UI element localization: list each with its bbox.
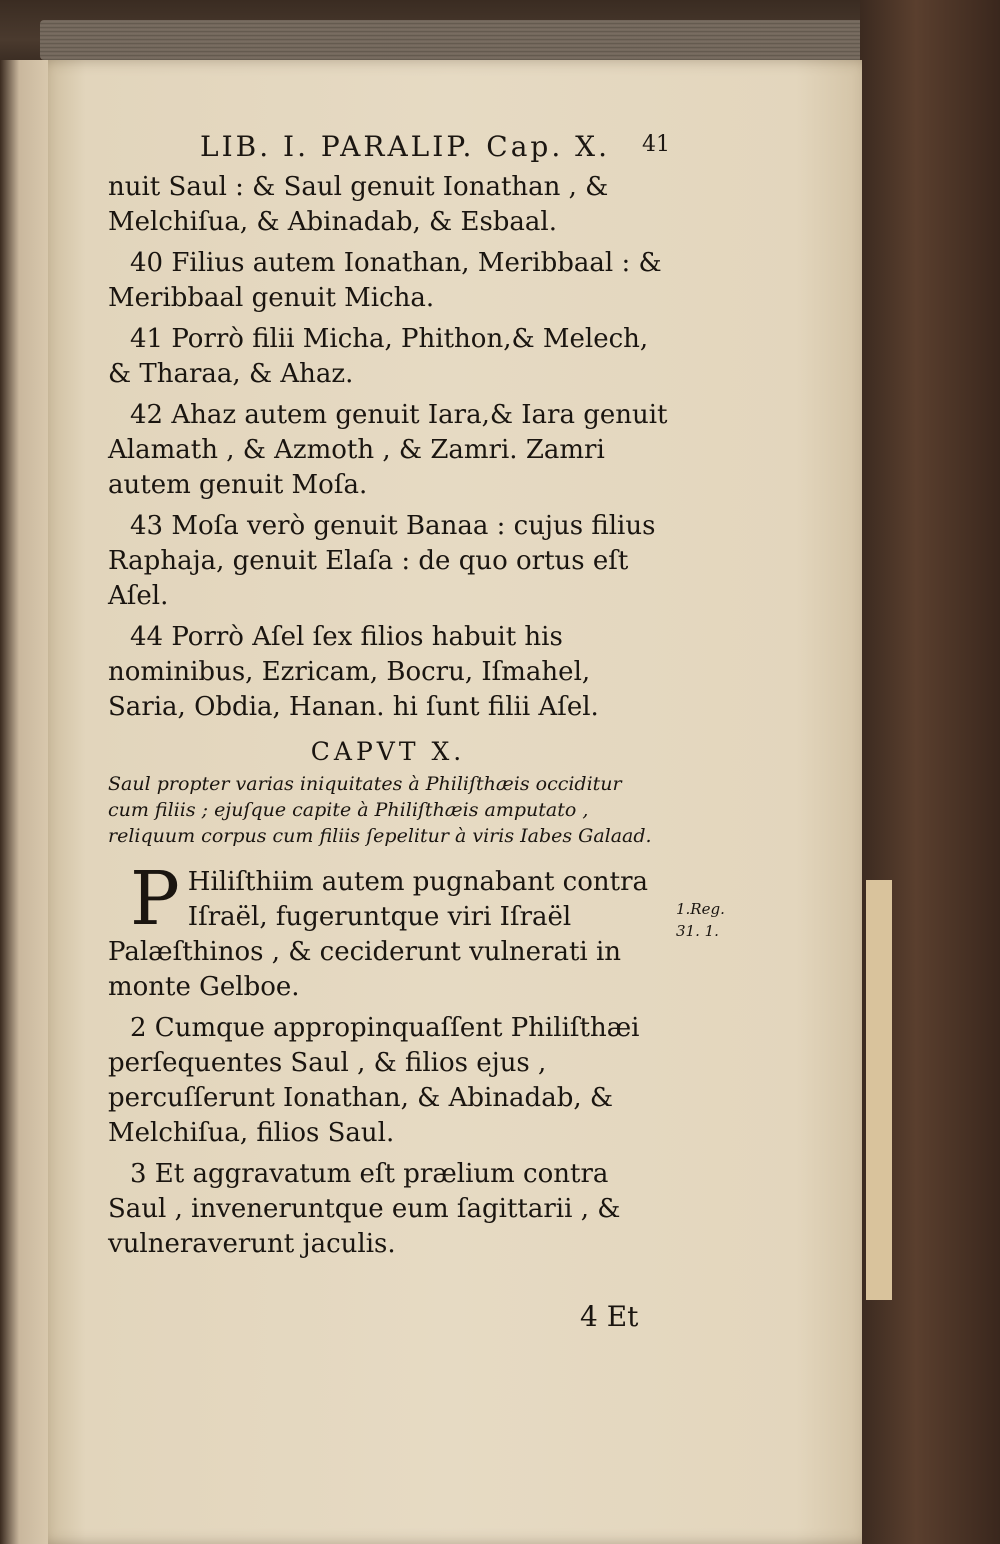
page-body [108,170,668,1262]
page-block-edge [40,20,870,60]
verse-39-continuation: nuit Saul : & Saul genuit Ionathan , & Melchiſua, & Abinadab, & Esbaal. [108,172,609,237]
verse-2: 2 Cumque appropinquaſſent Philiſthæi perſequentes Saul , & filios ejus , percuſſerunt Ionathan, & Abinadab, & Melchiſua, filios Saul. [108,1013,640,1148]
verse-40: 40 Filius autem Ionathan, Meribbaal : & Meribbaal genuit Micha. [108,248,662,313]
book-cover-right [860,0,1000,1544]
verse-43: 43 Moſa verò genuit Banaa : cujus filius Raphaja, genuit Elaſa : de quo ortus eſt Aſel. [108,511,656,611]
verse-42: 42 Ahaz autem genuit Iara,& Iara genuit Alamath , & Azmoth , & Zamri. Zamri autem genuit Moſa. [108,400,668,500]
facing-page-edge [0,60,48,1544]
marginal-reference [676,898,725,942]
catchword: 4 Et [580,1300,639,1333]
verse-3: 3 Et aggravatum eſt prælium contra Saul , inveneruntque eum ſagittarii , & vulneraverunt jaculis. [108,1159,621,1259]
chapter-summary: Saul propter varias iniquitates à Philiſthæis occiditur cum filiis ; ejuſque capite à Philiſthæis amputato , reliquum corpus cum filiis ſepelitur à viris Iabes Galaad. [108,773,652,847]
running-header [200,130,670,170]
chapter-heading: CAPVT X. [310,737,466,766]
verse-1-text: Hiliſthiim autem pugnabant contra Iſraël, fugeruntque viri Iſraël Palæſthinos , & ceciderunt vulnerati in monte Gelboe. [108,867,649,1002]
bookmark-strip [866,880,892,1300]
marginal-reference-line1: 1.Reg. [676,900,725,918]
verse-44: 44 Porrò Aſel ſex filios habuit his nominibus, Ezricam, Bocru, Iſmahel, Saria, Obdia, Hanan. hi ſunt filii Aſel. [108,622,599,722]
running-title: LIB. I. PARALIP. Cap. X. [200,130,610,163]
verse-41: 41 Porrò filii Micha, Phithon,& Melech, & Tharaa, & Ahaz. [108,324,649,389]
marginal-reference-line2: 31. 1. [676,922,719,940]
drop-cap-initial: P [130,856,180,942]
verse-1 [108,856,668,1005]
page-number: 41 [642,132,670,157]
